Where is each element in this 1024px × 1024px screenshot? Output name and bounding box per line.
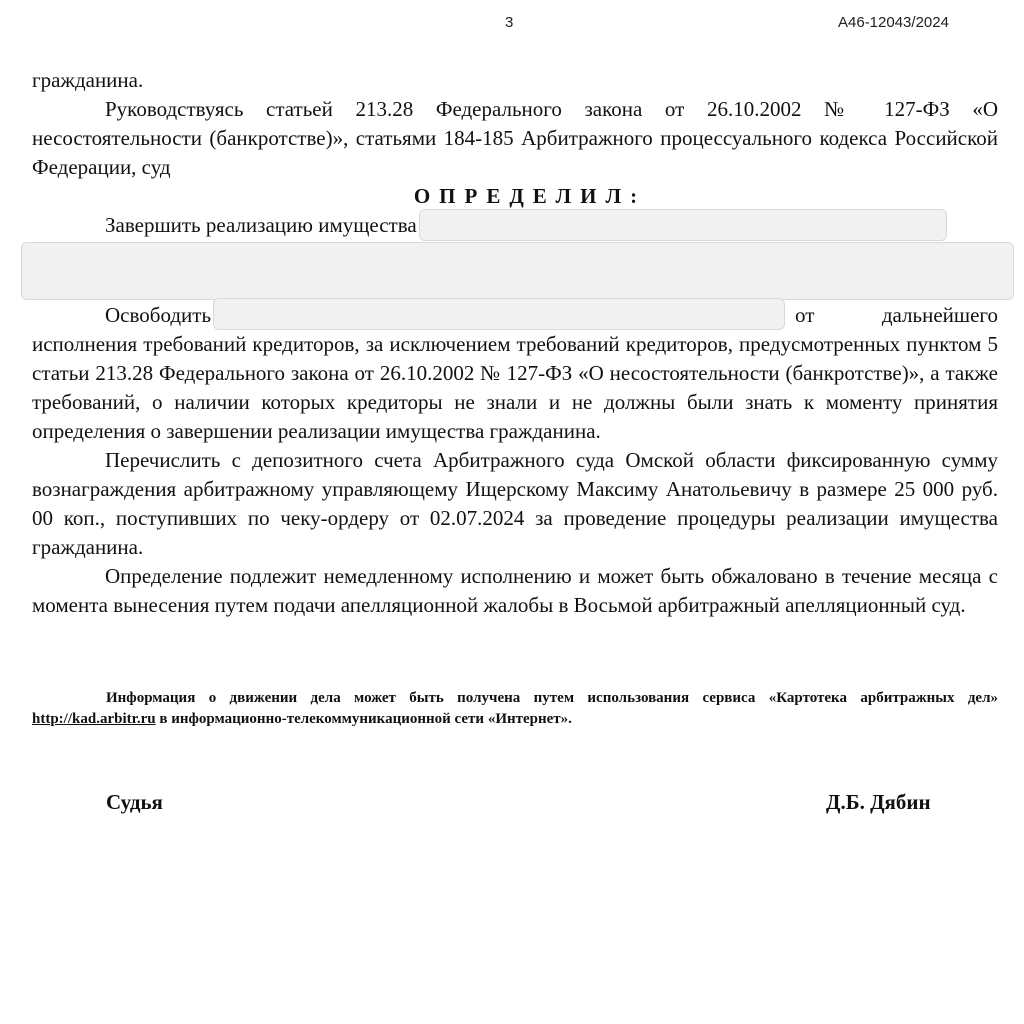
judge-name: Д.Б. Дябин <box>826 790 931 814</box>
release-end-word: дальнейшего <box>881 303 998 328</box>
release-line <box>32 301 998 330</box>
paragraph-ending: гражданина. <box>32 68 144 92</box>
document-body <box>32 66 998 620</box>
release-text: Освободить <box>105 303 212 328</box>
redacted-field <box>419 209 947 241</box>
case-info-note <box>32 688 998 730</box>
page-number: 3 <box>505 14 514 31</box>
judge-title: Судья <box>106 790 163 814</box>
paragraph-appeal: Определение подлежит немедленному исполнению и может быть обжаловано в течение месяца с момента вынесения путем подачи апелляционной жалобы в Восьмой арбитражный апелляционный суд. <box>32 564 998 618</box>
decided-heading: ОПРЕДЕЛИЛ: <box>413 184 647 208</box>
paragraph-complete-realization <box>32 211 998 241</box>
info-text-before: Информация о движении дела может быть получена путем использования сервиса «Картотека арбитражных дел» <box>106 690 998 706</box>
paragraph-release-rest: исполнения требований кредиторов, за исключением требований кредиторов, предусмотренных пунктом 5 статьи 213.28 Федерального закона от 26.10.2002 № 127-ФЗ «О несостоятельности (банкротстве)», а также требований, о наличии которых кредиторы не знали и не должны были знать к моменту принятия определения о завершении реализации имущества гражданина. <box>32 332 998 444</box>
paragraph-guided-by: Руководствуясь статьей 213.28 Федерального закона от 26.10.2002 № 127-ФЗ «О несостоятельности (банкротстве)», статьями 184-185 Арбитражного процессуального кодекса Российской Федерации, суд <box>32 97 998 179</box>
complete-realization-text: Завершить реализацию имущества <box>105 213 417 237</box>
release-end-text <box>795 301 998 330</box>
redacted-block <box>21 242 1014 300</box>
case-number: А46-12043/2024 <box>838 14 949 31</box>
redacted-field <box>213 298 785 330</box>
info-text-after: в информационно-телекоммуникационной сети «Интернет». <box>159 711 572 727</box>
kad-arbitr-link[interactable]: http://kad.arbitr.ru <box>32 711 156 727</box>
release-end-word: от <box>795 303 815 328</box>
paragraph-transfer: Перечислить с депозитного счета Арбитражного суда Омской области фиксированную сумму вознаграждения арбитражному управляющему Ищерскому Максиму Анатольевичу в размере 25 000 руб. 00 коп., поступивших по чеку-ордеру от 02.07.2024 за проведение процедуры реализации имущества гражданина. <box>32 448 998 560</box>
